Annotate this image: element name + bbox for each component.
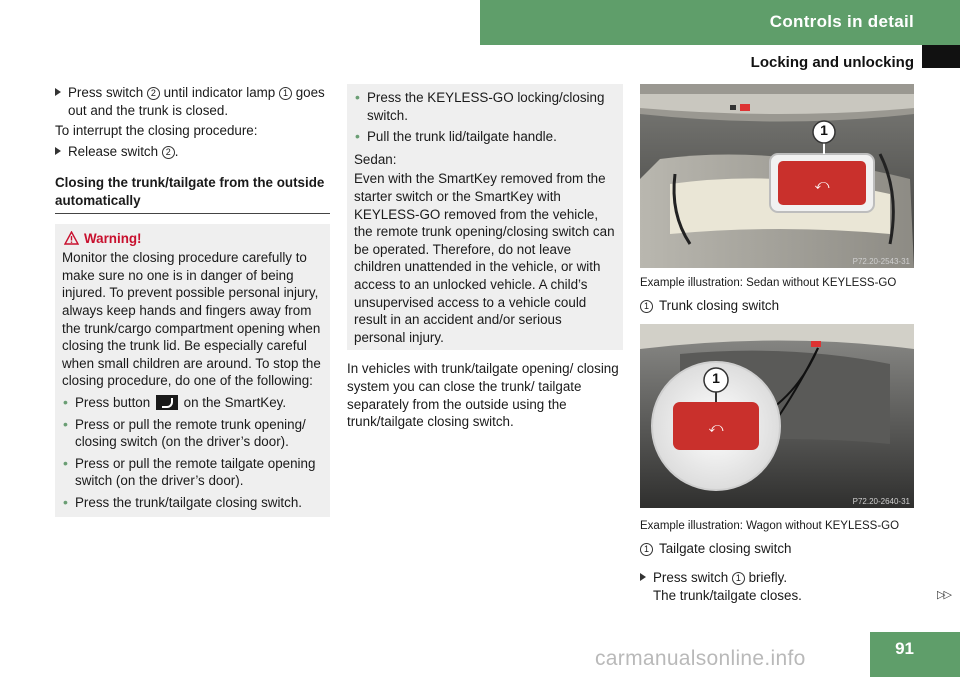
callout-number: 1 xyxy=(712,370,720,387)
warning-bullet xyxy=(62,394,323,412)
step-text: . xyxy=(174,143,179,159)
warning-bullet: • Pull the trunk lid/tailgate handle. xyxy=(354,128,616,146)
step-text: Release switch xyxy=(68,143,162,159)
watermark: carmanualsonline.info xyxy=(595,647,806,670)
callout-number: 1 xyxy=(820,122,828,138)
step-arrow-icon xyxy=(640,573,646,581)
image-ref: P72.20-2543-31 xyxy=(852,257,910,266)
image-caption: Example illustration: Sedan without KEYLESS-GO xyxy=(640,277,897,289)
callout-number: 1 xyxy=(640,300,653,313)
warning-box-continued xyxy=(347,84,623,350)
instruction-step xyxy=(640,569,915,604)
bullet-text: Press button xyxy=(75,394,154,410)
warning-bullet: • Press the trunk/tailgate closing switch. xyxy=(62,494,323,512)
warning-title-text: Warning! xyxy=(84,230,142,246)
warning-title xyxy=(62,230,323,248)
step-text: Press switch xyxy=(653,570,732,586)
warning-bullet: • Press the KEYLESS-GO locking/closing switch. xyxy=(354,89,616,124)
body-text: In vehicles with trunk/tailgate opening/ closing system you can close the trunk/ tailgate separately from the outside using the trunk/tailgate closing switch. xyxy=(347,361,619,430)
image-legend xyxy=(640,297,915,315)
image-legend xyxy=(640,540,915,558)
sedan-trunk-photo xyxy=(640,84,914,268)
legend-text: Tailgate closing switch xyxy=(659,540,792,556)
wagon-tailgate-photo xyxy=(640,324,914,508)
column-right xyxy=(640,84,915,608)
warning-body: Monitor the closing procedure carefully to make sure no one is in danger of being injured. To prevent possible personal injury, always keep hands and fingers away from the trunk/cargo compartment opening when closing the trunk lid. Be especially careful when small children are around. To stop the closing procedure, do one of the following: xyxy=(62,250,321,389)
svg-text:⤺: ⤺ xyxy=(814,177,830,193)
sedan-body: Even with the SmartKey removed from the starter switch or the SmartKey with KEYLESS-GO removed from the vehicle, the remote trunk opening/closing switch can be operated. Therefore, do not leave children unattended in the vehicle, or with access to an unlocked vehicle. A child’s unsupervised access to a vehicle could result in an accident and/or serious personal injury. xyxy=(354,171,615,345)
smartkey-trunk-button-icon xyxy=(156,395,178,410)
header-tab-marker xyxy=(922,45,960,68)
callout-number: 1 xyxy=(640,543,653,556)
callout-number: 1 xyxy=(732,572,745,585)
step-arrow-icon xyxy=(55,88,61,96)
step-arrow-icon xyxy=(55,147,61,155)
step-text: until indicator lamp xyxy=(159,85,279,100)
page-number: 91 xyxy=(895,639,914,658)
sedan-label: Sedan: xyxy=(354,151,397,167)
callout-number: 2 xyxy=(147,87,160,100)
step-text: Press switch xyxy=(68,85,147,100)
warning-triangle-icon xyxy=(64,231,79,245)
step-text: goes out and the trunk is closed. xyxy=(68,85,325,118)
sedan-trunk-illustration xyxy=(640,84,914,268)
image-ref: P72.20-2640-31 xyxy=(852,497,910,507)
wagon-tailgate-illustration xyxy=(640,324,914,508)
svg-text:⤺: ⤺ xyxy=(708,420,724,437)
image-caption: Example illustration: Wagon without KEYLESS-GO xyxy=(640,520,900,533)
instruction-step xyxy=(55,143,330,161)
bullet-text: on the SmartKey. xyxy=(179,394,287,410)
section-heading: Closing the trunk/tailgate from the outside automatically xyxy=(55,174,330,213)
page-number-box xyxy=(870,632,960,677)
step-result: The trunk/tailgate closes. xyxy=(653,587,802,603)
subsection-title: Locking and unlocking xyxy=(750,54,914,71)
instruction-step xyxy=(55,84,330,119)
step-text: briefly. xyxy=(744,570,788,586)
section-title: Controls in detail xyxy=(769,12,914,31)
column-middle xyxy=(347,84,623,431)
warning-bullet: • Press or pull the remote trunk opening/ closing switch (on the driver’s door). xyxy=(62,416,323,451)
column-left xyxy=(55,84,330,517)
continue-arrow-icon: ▷▷ xyxy=(937,589,950,601)
interrupt-text: To interrupt the closing procedure: xyxy=(55,123,258,139)
warning-box xyxy=(55,224,330,518)
warning-bullet: • Press or pull the remote tailgate opening switch (on the driver’s door). xyxy=(62,455,323,490)
callout-number: 2 xyxy=(162,146,175,159)
callout-number: 1 xyxy=(279,87,292,100)
legend-text: Trunk closing switch xyxy=(659,297,780,313)
